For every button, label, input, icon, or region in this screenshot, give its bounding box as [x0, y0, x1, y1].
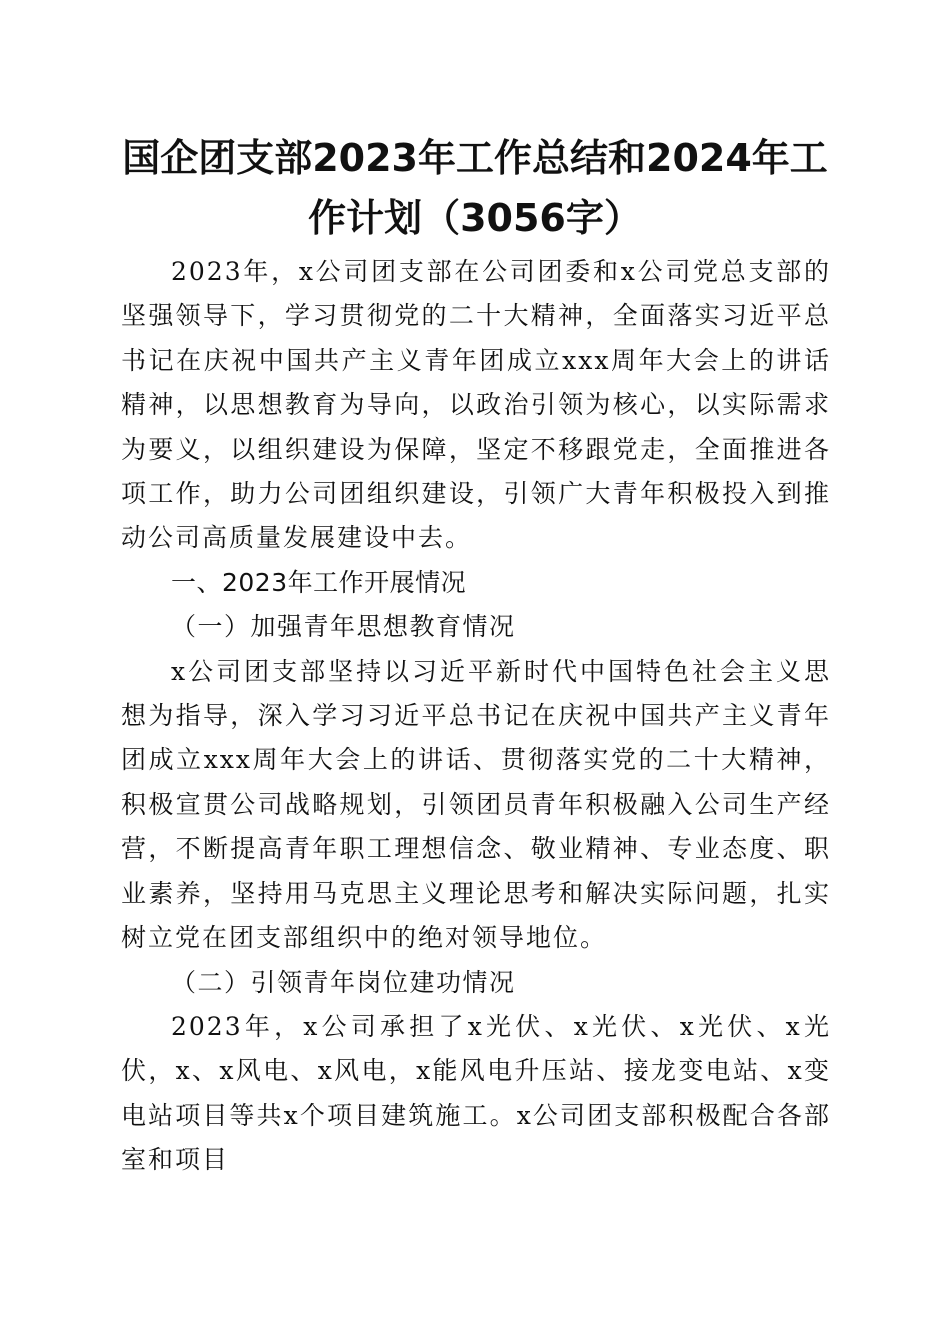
paragraph-2: x公司团支部坚持以习近平新时代中国特色社会主义思想为指导，深入学习习近平总书记在庆祝中国共产主义青年团成立xxx周年大会上的讲话、贯彻落实党的二十大精神，积极宣贯公司战略规划，引领团员青年积极融入公司生产经营，不断提高青年职工理想信念、敬业精神、专业态度、职业素养，坚持用马克思主义理论思考和解决实际问题，扎实树立党在团支部组织中的绝对领导地位。 [121, 656, 831, 953]
document-body [121, 250, 831, 1183]
subheading-2: （二）引领青年岗位建功情况 [171, 967, 516, 997]
paragraph-3: 2023年，x公司承担了x光伏、x光伏、x光伏、x光伏，x、x风电、x风电，x能风电升压站、接龙变电站、x变电站项目等共x个项目建筑施工。x公司团支部积极配合各部室和项目 [121, 1011, 831, 1175]
section-heading: 一、2023年工作开展情况 [171, 567, 467, 597]
subheading-1: （一）加强青年思想教育情况 [171, 612, 516, 642]
intro-paragraph: 2023年，x公司团支部在公司团委和x公司党总支部的坚强领导下，学习贯彻党的二十大精神，全面落实习近平总书记在庆祝中国共产主义青年团成立xxx周年大会上的讲话精神，以思想教育为导向，以政治引领为核心，以实际需求为要义，以组织建设为保障，坚定不移跟党走，全面推进各项工作，助力公司团组织建设，引领广大青年积极投入到推动公司高质量发展建设中去。 [121, 257, 831, 553]
document-title: 国企团支部2023年工作总结和2024年工作计划（3056字） [122, 136, 828, 240]
